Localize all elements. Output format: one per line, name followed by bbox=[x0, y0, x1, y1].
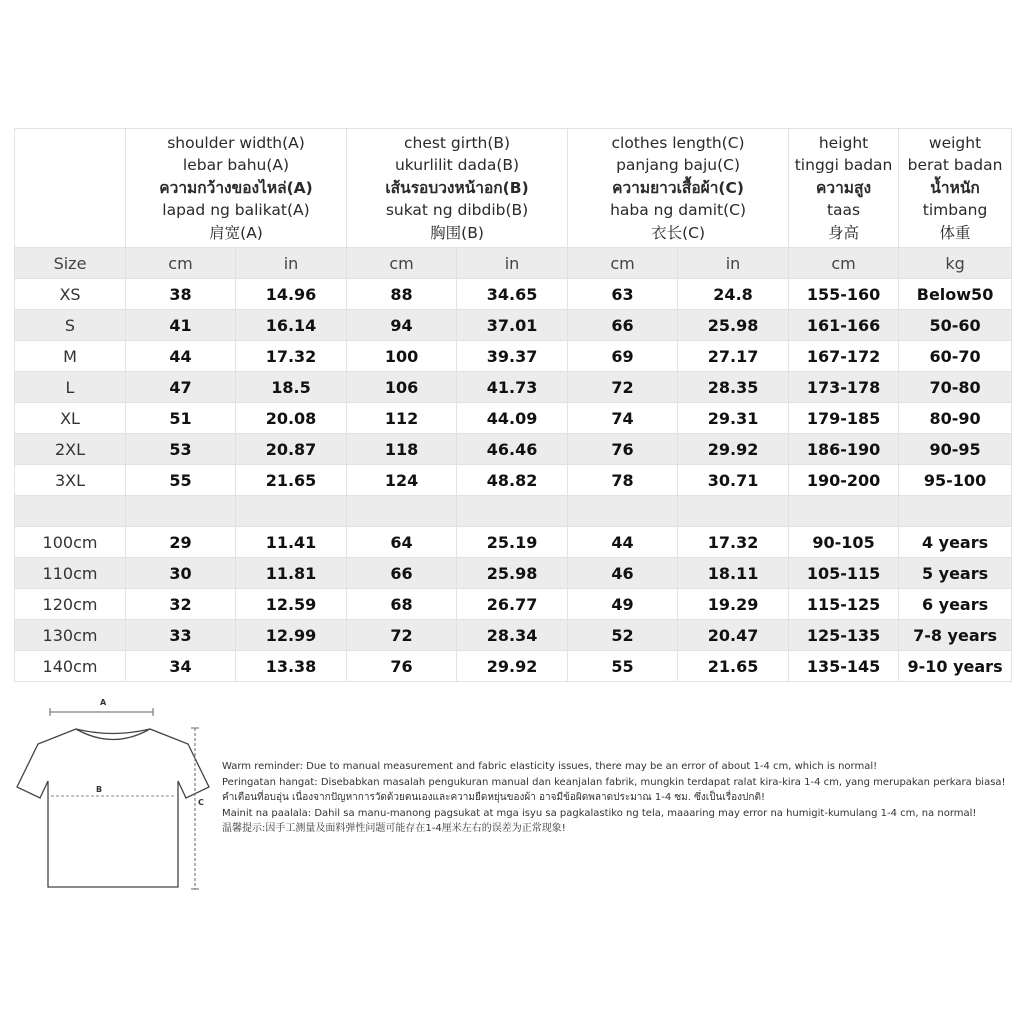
table-cell: 18.11 bbox=[678, 558, 789, 589]
header-height bbox=[789, 129, 899, 248]
table-cell: 72 bbox=[347, 620, 457, 651]
table-cell: 34 bbox=[126, 651, 236, 682]
tshirt-outline-icon bbox=[17, 729, 209, 887]
size-label-cell: S bbox=[15, 310, 126, 341]
header-line: timbang bbox=[922, 201, 988, 220]
spacer-cell bbox=[236, 496, 347, 527]
table-cell: 12.59 bbox=[236, 589, 347, 620]
table-cell: 28.35 bbox=[678, 372, 789, 403]
table-cell: 25.19 bbox=[457, 527, 568, 558]
table-cell: 17.32 bbox=[236, 341, 347, 372]
table-row bbox=[15, 434, 1012, 465]
table-cell: 80-90 bbox=[899, 403, 1012, 434]
table-cell: 55 bbox=[568, 651, 678, 682]
header-shoulder-width bbox=[126, 129, 347, 248]
table-cell: 78 bbox=[568, 465, 678, 496]
table-cell: 44 bbox=[568, 527, 678, 558]
table-cell: 100 bbox=[347, 341, 457, 372]
table-cell: 124 bbox=[347, 465, 457, 496]
size-label-cell: 110cm bbox=[15, 558, 126, 589]
label-b: B bbox=[96, 785, 103, 794]
warm-reminder-note bbox=[222, 759, 1017, 837]
table-cell: 6 years bbox=[899, 589, 1012, 620]
table-cell: 25.98 bbox=[457, 558, 568, 589]
table-cell: 29.92 bbox=[678, 434, 789, 465]
spacer-row bbox=[15, 496, 1012, 527]
table-cell: 29.31 bbox=[678, 403, 789, 434]
table-cell: 20.47 bbox=[678, 620, 789, 651]
header-clothes-length bbox=[568, 129, 789, 248]
header-line: lapad ng balikat(A) bbox=[162, 201, 310, 220]
table-cell: 30 bbox=[126, 558, 236, 589]
table-cell: 26.77 bbox=[457, 589, 568, 620]
table-row bbox=[15, 310, 1012, 341]
table-cell: 74 bbox=[568, 403, 678, 434]
table-cell: 52 bbox=[568, 620, 678, 651]
table-row bbox=[15, 279, 1012, 310]
table-cell: 63 bbox=[568, 279, 678, 310]
unit-cell: cm bbox=[568, 248, 678, 279]
table-row bbox=[15, 372, 1012, 403]
header-line: taas bbox=[826, 201, 861, 220]
table-cell: 72 bbox=[568, 372, 678, 403]
table-cell: 173-178 bbox=[789, 372, 899, 403]
header-row bbox=[15, 129, 1012, 248]
table-row bbox=[15, 403, 1012, 434]
table-row bbox=[15, 620, 1012, 651]
table-cell: 19.29 bbox=[678, 589, 789, 620]
unit-cell: in bbox=[457, 248, 568, 279]
table-row bbox=[15, 465, 1012, 496]
header-line: ความสูง bbox=[816, 178, 872, 197]
size-label-cell: 2XL bbox=[15, 434, 126, 465]
header-line: 体重 bbox=[939, 223, 971, 242]
unit-cell: cm bbox=[789, 248, 899, 279]
table-cell: 88 bbox=[347, 279, 457, 310]
table-cell: Below50 bbox=[899, 279, 1012, 310]
header-chest-girth bbox=[347, 129, 568, 248]
table-row bbox=[15, 651, 1012, 682]
table-cell: 105-115 bbox=[789, 558, 899, 589]
tshirt-measurement-diagram bbox=[14, 692, 214, 897]
table-cell: 21.65 bbox=[678, 651, 789, 682]
shoulder-measure-line bbox=[50, 708, 153, 716]
table-cell: 33 bbox=[126, 620, 236, 651]
table-row bbox=[15, 589, 1012, 620]
spacer-cell bbox=[678, 496, 789, 527]
table-cell: 24.8 bbox=[678, 279, 789, 310]
table-cell: 13.38 bbox=[236, 651, 347, 682]
size-label-cell: 3XL bbox=[15, 465, 126, 496]
table-cell: 118 bbox=[347, 434, 457, 465]
table-cell: 90-105 bbox=[789, 527, 899, 558]
header-weight bbox=[899, 129, 1012, 248]
table-cell: 44.09 bbox=[457, 403, 568, 434]
table-cell: 29.92 bbox=[457, 651, 568, 682]
table-cell: 186-190 bbox=[789, 434, 899, 465]
table-cell: 68 bbox=[347, 589, 457, 620]
unit-cell: Size bbox=[15, 248, 126, 279]
table-cell: 50-60 bbox=[899, 310, 1012, 341]
table-cell: 20.87 bbox=[236, 434, 347, 465]
table-cell: 9-10 years bbox=[899, 651, 1012, 682]
note-line: Peringatan hangat: Disebabkan masalah pengukuran manual dan keanjalan fabrik, mungkin terdapat ralat kira-kira 1-4 cm, yang merupakan perkara biasa! bbox=[222, 776, 1006, 788]
table-cell: 7-8 years bbox=[899, 620, 1012, 651]
header-line: 胸围(B) bbox=[430, 223, 484, 242]
header-line: ความกว้างของไหล่(A) bbox=[159, 178, 313, 197]
header-corner-cell bbox=[15, 129, 126, 248]
table-cell: 46.46 bbox=[457, 434, 568, 465]
header-line: chest girth(B) bbox=[403, 133, 511, 152]
table-cell: 25.98 bbox=[678, 310, 789, 341]
table-cell: 44 bbox=[126, 341, 236, 372]
table-cell: 29 bbox=[126, 527, 236, 558]
header-line: height bbox=[818, 133, 869, 152]
label-a: A bbox=[100, 698, 107, 707]
table-cell: 51 bbox=[126, 403, 236, 434]
table-cell: 66 bbox=[347, 558, 457, 589]
table-cell: 48.82 bbox=[457, 465, 568, 496]
table-cell: 69 bbox=[568, 341, 678, 372]
table-cell: 106 bbox=[347, 372, 457, 403]
size-label-cell: L bbox=[15, 372, 126, 403]
header-line: panjang baju(C) bbox=[616, 156, 741, 175]
table-cell: 18.5 bbox=[236, 372, 347, 403]
header-line: 衣长(C) bbox=[651, 223, 705, 242]
unit-row bbox=[15, 248, 1012, 279]
header-line: 肩宽(A) bbox=[209, 223, 263, 242]
unit-cell: kg bbox=[899, 248, 1012, 279]
table-cell: 64 bbox=[347, 527, 457, 558]
table-cell: 21.65 bbox=[236, 465, 347, 496]
note-line: คำเตือนที่อบอุ่น เนื่องจากปัญหาการวัดด้วยตนเองและความยืดหยุ่นของผ้า อาจมีข้อผิดพลาดประมาณ 1-4 ซม. ซึ่งเป็นเรื่องปกติ! bbox=[222, 792, 765, 803]
table-cell: 70-80 bbox=[899, 372, 1012, 403]
table-cell: 28.34 bbox=[457, 620, 568, 651]
size-label-cell: XS bbox=[15, 279, 126, 310]
table-cell: 94 bbox=[347, 310, 457, 341]
table-cell: 34.65 bbox=[457, 279, 568, 310]
unit-cell: cm bbox=[126, 248, 236, 279]
size-label-cell: M bbox=[15, 341, 126, 372]
size-label-cell: 100cm bbox=[15, 527, 126, 558]
table-cell: 53 bbox=[126, 434, 236, 465]
header-line: weight bbox=[928, 133, 982, 152]
header-line: lebar bahu(A) bbox=[182, 156, 290, 175]
unit-cell: in bbox=[678, 248, 789, 279]
header-line: shoulder width(A) bbox=[167, 133, 305, 152]
table-cell: 47 bbox=[126, 372, 236, 403]
unit-cell: cm bbox=[347, 248, 457, 279]
spacer-cell bbox=[15, 496, 126, 527]
table-cell: 27.17 bbox=[678, 341, 789, 372]
table-cell: 4 years bbox=[899, 527, 1012, 558]
table-cell: 30.71 bbox=[678, 465, 789, 496]
table-cell: 95-100 bbox=[899, 465, 1012, 496]
table-cell: 115-125 bbox=[789, 589, 899, 620]
size-label-cell: XL bbox=[15, 403, 126, 434]
table-cell: 167-172 bbox=[789, 341, 899, 372]
unit-cell: in bbox=[236, 248, 347, 279]
table-cell: 41 bbox=[126, 310, 236, 341]
table-cell: 17.32 bbox=[678, 527, 789, 558]
table-cell: 179-185 bbox=[789, 403, 899, 434]
note-line: 温馨提示:因手工测量及面料弹性问题可能存在1-4厘米左右的误差为正常现象! bbox=[222, 823, 566, 834]
header-line: น้ำหนัก bbox=[930, 178, 980, 197]
table-cell: 60-70 bbox=[899, 341, 1012, 372]
spacer-cell bbox=[789, 496, 899, 527]
table-cell: 112 bbox=[347, 403, 457, 434]
spacer-cell bbox=[568, 496, 678, 527]
spacer-cell bbox=[457, 496, 568, 527]
size-label-cell: 120cm bbox=[15, 589, 126, 620]
header-line: haba ng damit(C) bbox=[610, 201, 746, 220]
size-label-cell: 130cm bbox=[15, 620, 126, 651]
table-cell: 49 bbox=[568, 589, 678, 620]
table-cell: 155-160 bbox=[789, 279, 899, 310]
table-row bbox=[15, 527, 1012, 558]
header-line: sukat ng dibdib(B) bbox=[385, 201, 529, 220]
header-line: ukurlilit dada(B) bbox=[394, 156, 520, 175]
table-cell: 11.81 bbox=[236, 558, 347, 589]
note-line: Warm reminder: Due to manual measurement and fabric elasticity issues, there may be an error of about 1-4 cm, which is normal! bbox=[222, 761, 878, 772]
table-cell: 161-166 bbox=[789, 310, 899, 341]
table-cell: 12.99 bbox=[236, 620, 347, 651]
table-cell: 39.37 bbox=[457, 341, 568, 372]
table-cell: 46 bbox=[568, 558, 678, 589]
spacer-cell bbox=[347, 496, 457, 527]
header-line: 身高 bbox=[828, 223, 860, 242]
spacer-cell bbox=[126, 496, 236, 527]
table-cell: 76 bbox=[568, 434, 678, 465]
table-cell: 190-200 bbox=[789, 465, 899, 496]
table-cell: 76 bbox=[347, 651, 457, 682]
table-cell: 66 bbox=[568, 310, 678, 341]
size-chart-table bbox=[14, 128, 1012, 682]
table-cell: 16.14 bbox=[236, 310, 347, 341]
table-cell: 41.73 bbox=[457, 372, 568, 403]
header-line: ความยาวเสื้อผ้า(C) bbox=[612, 178, 744, 197]
note-line: Mainit na paalala: Dahil sa manu-manong pagsukat at mga isyu sa pagkalastiko ng tela, maaaring may error na humigit-kumulang 1-4 cm, na normal! bbox=[222, 807, 977, 819]
table-cell: 32 bbox=[126, 589, 236, 620]
table-cell: 125-135 bbox=[789, 620, 899, 651]
table-cell: 135-145 bbox=[789, 651, 899, 682]
table-row bbox=[15, 341, 1012, 372]
spacer-cell bbox=[899, 496, 1012, 527]
table-cell: 11.41 bbox=[236, 527, 347, 558]
table-cell: 37.01 bbox=[457, 310, 568, 341]
table-cell: 90-95 bbox=[899, 434, 1012, 465]
table-cell: 14.96 bbox=[236, 279, 347, 310]
table-cell: 55 bbox=[126, 465, 236, 496]
header-line: berat badan bbox=[907, 156, 1003, 175]
table-cell: 38 bbox=[126, 279, 236, 310]
header-line: เส้นรอบวงหน้าอก(B) bbox=[385, 178, 529, 197]
label-c: C bbox=[198, 798, 204, 807]
size-label-cell: 140cm bbox=[15, 651, 126, 682]
table-cell: 20.08 bbox=[236, 403, 347, 434]
header-line: tinggi badan bbox=[794, 156, 893, 175]
header-line: clothes length(C) bbox=[611, 133, 745, 152]
table-cell: 5 years bbox=[899, 558, 1012, 589]
table-row bbox=[15, 558, 1012, 589]
